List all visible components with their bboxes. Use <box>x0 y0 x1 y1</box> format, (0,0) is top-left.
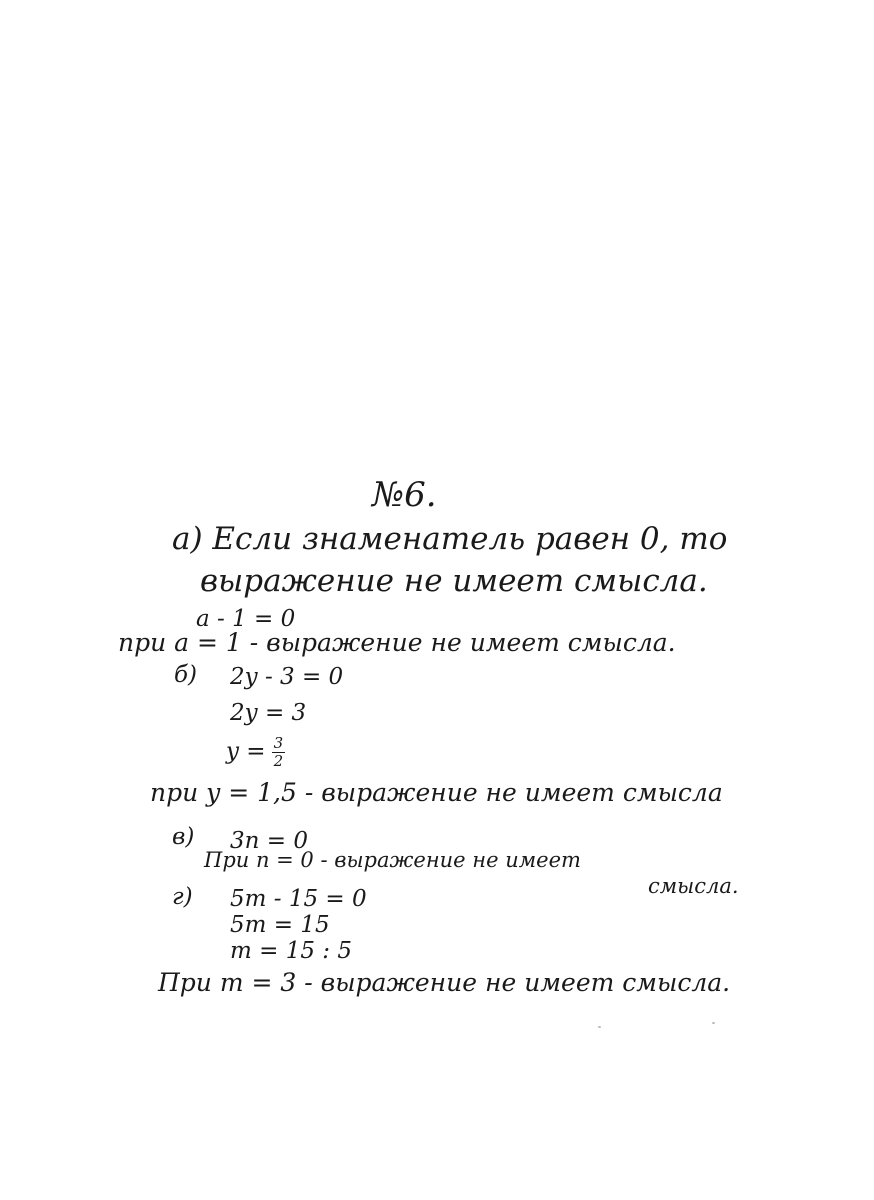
part-a-equation: a - 1 = 0 <box>196 606 296 632</box>
part-a-conclusion: при a = 1 - выражение не имеет смысла. <box>118 628 676 657</box>
part-b-equation-1: 2y - 3 = 0 <box>230 664 344 690</box>
problem-number: №6. <box>372 475 437 515</box>
part-v-conclusion-line2: смысла. <box>648 874 739 898</box>
fraction-three-halves <box>272 736 286 769</box>
part-g-equation-2: 5m = 15 <box>230 912 330 938</box>
fraction-denominator: 2 <box>273 752 284 770</box>
part-g-equation-3: m = 15 : 5 <box>230 938 352 964</box>
part-g-label: г) <box>172 884 193 910</box>
part-b-equation-3 <box>226 736 285 769</box>
part-b-label: б) <box>174 662 198 688</box>
part-b-equation-2: 2y = 3 <box>230 700 307 726</box>
fraction-numerator: 3 <box>273 734 284 752</box>
part-v-label: в) <box>172 824 195 850</box>
paper-speck <box>712 1022 715 1024</box>
paper-speck <box>598 1026 601 1028</box>
part-b-conclusion: при y = 1,5 - выражение не имеет смысла <box>150 778 723 807</box>
part-b-equation-3-prefix: y = <box>226 738 266 765</box>
part-a-statement-line2: выражение не имеет смысла. <box>200 563 708 599</box>
part-g-conclusion: При m = 3 - выражение не имеет смысла. <box>158 968 731 997</box>
part-v-conclusion-line1: При n = 0 - выражение не имеет <box>204 848 581 872</box>
part-g-equation-1: 5m - 15 = 0 <box>230 886 367 912</box>
part-v-equation: 3n = 0 <box>230 828 308 854</box>
part-a-statement-line1: а) Если знаменатель равен 0, то <box>172 521 728 557</box>
